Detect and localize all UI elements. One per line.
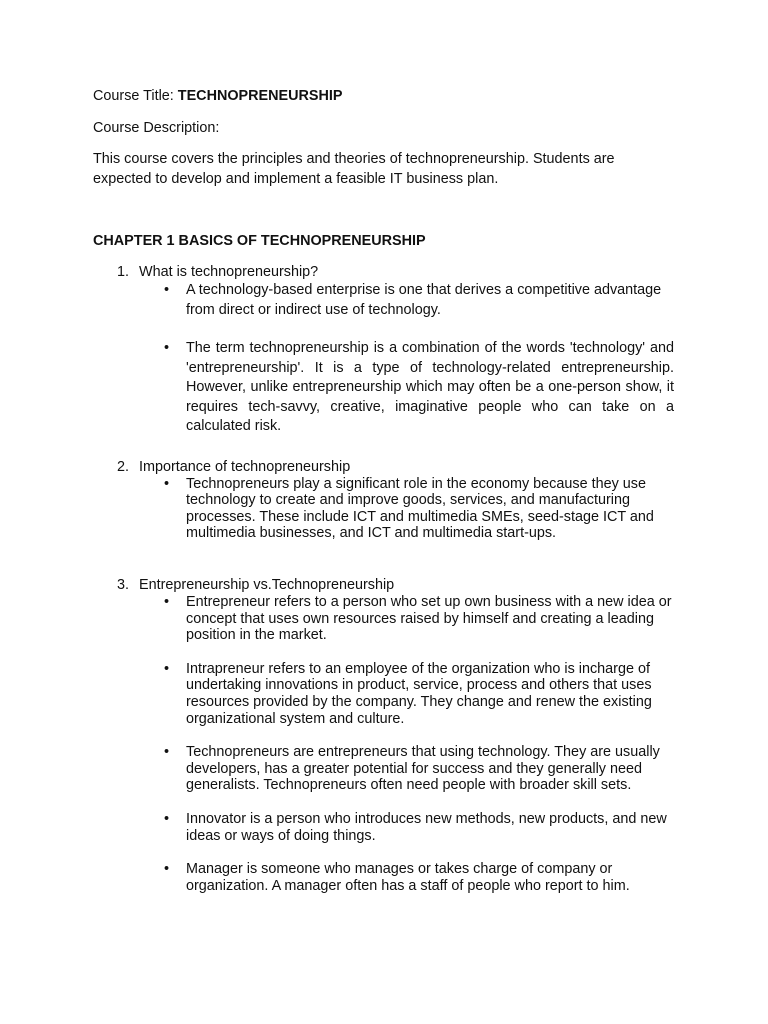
course-title-label: Course Title: (93, 88, 178, 104)
section-title (117, 576, 677, 594)
bullet-icon: • (164, 744, 170, 761)
list-item (117, 811, 676, 844)
list-item (117, 861, 676, 894)
section-number: 2. (117, 459, 130, 475)
list-item-text: Manager is someone who manages or takes charge of company or organization. A manager often has a staff of people who report to him. (186, 861, 630, 894)
section-2 (117, 458, 677, 542)
section-title-text: What is technopreneurship? (139, 264, 319, 280)
list-item-text: Technopreneurs play a significant role in the economy because they use technology to create and improve goods, services, and manufacturing processes. These include ICT and multimedia SMEs, seed-stage ICT and multimedia businesses, and ICT and multimedia start-ups. (186, 476, 654, 542)
course-description-label: Course Description: (93, 120, 220, 136)
bullet-icon: • (164, 660, 170, 677)
bullet-list (117, 281, 677, 437)
list-item (117, 476, 674, 542)
course-title-value: TECHNOPRENEURSHIP (177, 88, 343, 104)
list-item (117, 594, 676, 644)
section-title-text: Importance of technopreneurship (139, 459, 351, 475)
bullet-icon: • (164, 282, 170, 298)
section-title (117, 458, 677, 476)
section-title-text: Entrepreneurship vs.Technopreneurship (139, 577, 395, 593)
section-1 (117, 263, 677, 437)
course-title (93, 86, 343, 106)
section-3 (117, 576, 677, 894)
bullet-list (117, 594, 677, 894)
list-item-text: A technology-based enterprise is one that derives a competitive advantage from direct or indirect use of technology. (186, 282, 662, 318)
list-item-text: The term technopreneurship is a combination of the words 'technology' and 'entrepreneurship'. It is a type of technology-related entrepreneurship. However, unlike entrepreneurship which may often be a one-person show, it requires tech-savvy, creative, imaginative people who can take on a calculated risk. (186, 340, 674, 434)
section-number: 1. (117, 264, 130, 280)
list-item-text: Technopreneurs are entrepreneurs that using technology. They are usually developers, has a greater potential for success and they generally need generalists. Technopreneurs often need people with broader skill sets. (186, 744, 660, 794)
list-item (117, 661, 676, 727)
bullet-icon: • (164, 476, 170, 492)
list-item-text: Entrepreneur refers to a person who set up own business with a new idea or concept that uses own resources raised by himself and creating a leading position in the market. (186, 594, 672, 644)
list-item (117, 281, 674, 320)
section-number: 3. (117, 577, 130, 593)
list-item-text: Intrapreneur refers to an employee of the organization who is incharge of undertaking innovations in product, service, process and others that uses resources provided by the company. They change and renew the existing organizational system and culture. (186, 660, 652, 727)
bullet-list (117, 476, 677, 542)
bullet-icon: • (164, 594, 170, 610)
course-description: This course covers the principles and theories of technopreneurship. Students are expected to develop and implement a feasible IT business plan. (93, 151, 615, 187)
bullet-icon: • (164, 810, 170, 827)
bullet-icon: • (164, 861, 170, 878)
bullet-icon: • (164, 340, 170, 356)
chapter-heading: CHAPTER 1 BASICS OF TECHNOPRENEURSHIP (93, 233, 426, 249)
list-item (117, 744, 676, 794)
list-item (117, 339, 674, 437)
list-item-text: Innovator is a person who introduces new methods, new products, and new ideas or ways of doing things. (186, 810, 667, 844)
section-title (117, 263, 677, 281)
